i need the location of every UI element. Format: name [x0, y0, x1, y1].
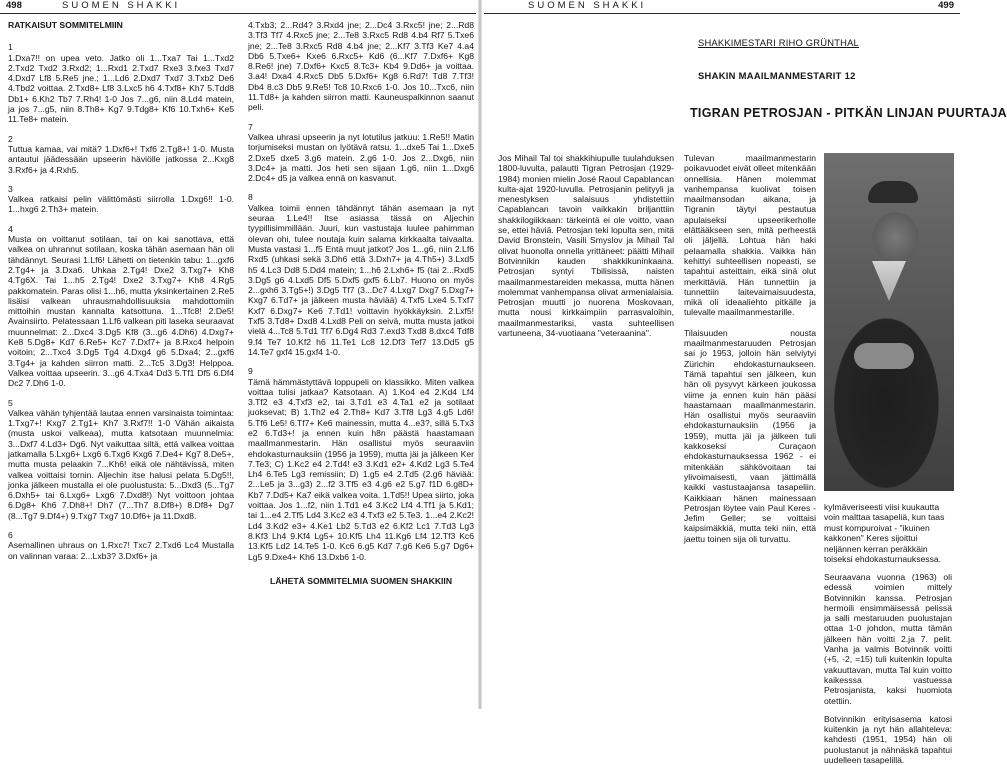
call-to-action: LÄHETÄ SOMMITELMIA SUOMEN SHAKKIIN [269, 575, 453, 586]
article-paragraphs [824, 572, 952, 765]
magazine-name: SUOMEN SHAKKI [62, 0, 181, 11]
page-gutter [478, 0, 482, 709]
solution-number: 9 [248, 366, 253, 377]
solution-text: Valkea vähän tyhjentää lautaa ennen varsinaista toimintaa: 1.Txg7+! Kxg7 2.Tg1+ Kh7 3.Rxf7!! 1-0 Vähän aikaista (musta uskoi valkeaa), mutta katsotaan muunnelmia: 3...Dxf7 4.Ld3+ Dg6. Nyt vaikuttaa siltä, että valkea voittaa jatkamalla 5.Lxg6+ Lxg6 6.Txg6 Kxg6 7.De4+ Kg7 8.De5+, mutta musta pelaakin 7...Kh6! eikä ole nähtävissä, miten valkea voittaisi tornin. Aljechin itse halusi pelata 5.Dg5!!, jonka jälkeen mustalla ei ole puolustusta: 5...Dxd3 (5...Tg7 6.Dxh5+ tai 6.Lxg6+ Lxg6 7.Dxd8!) Nyt voittoon johtaa 6.Dg8+ Kh6 7.Dh8+! Dh7 (7...Th7 8.Df8+) 8.Df8+ Dg7 (8...Tg7 9.Df4+) 9.Txg7 Txg7 10.Df6+ ja 11.Dxd8. [8, 407, 234, 521]
article-paragraphs [498, 153, 674, 338]
article-paragraph: Tilaisuuden nousta maailmanmestaruuden Petrosjan sai jo 1953, jolloin hän selviytyi Zürichin ehdokasturnaukseen. Tämä tapahtui sen jälkeen, kun hän oli pysyvyt kärkeen joukossa viime ja ennen kuin hän pääsi haastamaan maallmanmestarin. Hän osallistui myös seuraaviin ehdokasturnauksiin (1956 ja 1959), mutta jäi ja jälkeen tuli kakkoseksi Curaçaon ehdokasturnauksessa 1962 - ei mitenkään sähkövoitaan tai ylivoimaisesti, vaan jättimällä kaikki vastustaajansa tasapeliin. Kaikkiaan hänen mainessaan Petrosjan löytee vain Paul Keres - Jefim Geller; se voittaisi kaipsimäkkiä, mutta teki niin, että jaettu toinen sija oli turvattu. [684, 327, 816, 544]
portrait-photo [824, 153, 954, 491]
solution-text: Musta on voittanut sotilaan, tai on kai sanottava, että valkea on uhrannut sotilaan, koska tähän asemaan hän oli tähdännyt. Seurasi 1.Lf6! Lähetti on tietenkin tabu: 1...gxf6 2.Tg4+ ja 3.Dxa6. Uhkaa 2.Tg4! Dxe2 3.Txg7+ Kh8 4.Tg6X. Tai 1...h5 2.Tg4! Dxe2 3.Txg7+ Kh8 4.Rg5 pakkomatein. Paras olisi 1...h6, mutta yksinkertainen 2.Re5 lisäisi valkean uhrausmahdollisuuksia mahdottomiin mittoihin mustan kannalta katsottuna. 1...Tfc8! 2.De5! Avainsiirto. Pelatessaan 1.Lf6 valkean piti laseka seuraavat muunnelmat: 2...Dxc4 3.Dg5 Kf8 (3...g6 4.Dh6) 4.Dxg7+ Ke8 5.Dg8+ Kd7 6.Re5+ Kc7 7.Dxf7+ ja 8.Rxc4 helpoin voitoin; 2...Txc4 3.Dg5 Tg4 4.Dxg4 g6 5.Dxa4; 2...gxf6 3.Tg4+ ja kahden siirron matti. 2...Tc5 3.Dg3! Helppoa. Valkea voittaa upseerin. 3...g6 4.Txa4 Dd3 5.Tf1 Df5 6.Df4 Dc2 7.Dh6 1-0. [8, 234, 234, 389]
solution-number: 5 [8, 397, 13, 408]
solution-list [8, 42, 234, 561]
solution-text: Valkea uhrasi upseerin ja nyt lotutilus jatkuu: 1.Re5!! Matin torjumiseksi mustan on lyötävä ratsu. 1...dxe5 Tai 1...Dxe5 2.Dxe5 dxe5 3.g6 matein. 2.g6 1-0. Jos 2...Dxg6, niin 3.Dc4+ ja matti. Jos heti sen sijaan 1.g6, niin 1...Dxg6 2.Dc4+ d5 ja valkea ennä on kasvanut. [248, 131, 474, 184]
right-page [484, 0, 1007, 765]
article-paragraph: Seuraavana vuonna (1963) oli edessä voimien mittely Botvinnikin kanssa. Petrosjan hermoili ensimmäisessä pelissä ja salli mestaruuden puolustajan ottaa 1-0 johdon, mutta tämän jälkeen hän voitti 2.ja 7. pelit. Vanha ja valmis Botvinnik voitti (+5, -2, =15) tuli kuitenkin lopulta vakuuttavan, mutta Tal kuin voitto kaikesssa vastuessa Petrosjanista, kaksi huomiota otettiin. [824, 572, 952, 706]
solution-text: 4.Txb3; 2...Rd4? 3.Rxd4 jne; 2...Dc4 3.Rxc5! jne; 2...Rd8 3.Tf3 Tf7 4.Rxc5 jne; 2...Te8 3.Rxc5 Rd8 4.b4 Rf7 5.Txe6 jne; 2...Te8 3.Rxc5 Rd8 4.b4 jne; 2...Kf7 3.Tf3 Ke7 4.a4 Db6 5.Txe6+ Kxe6 6.Rxc5+ Kd6 (6...Kf7 7.Dxf6+ Kg8 8.Re6! jne) 7.Dxf6+ Kxc5 8.Tc3+ Kb4 9.Dd6+ ja voittaa. 3.a4! Dxa4 4.Rxc5 Db5 5.Dxf6+ Kg8 6.Rd7! Td8 7.Tf3! Db4 8.c3 Db5 9.Re5! Tc8 10.Rxc6 1-0. Jos 10...Txc6, niin 11.Td8+ ja kahden siirron matti. Kauneuspalkinnon saanut peli. [248, 20, 474, 113]
page-number: 499 [938, 0, 954, 11]
article-paragraph: Botvinnikin erityisasema katosi kuitenkin ja nyt hän allahteleva: kahdesti (1951, 1954) hän oli puolustanut ja nähnäskä tapahtui uudelleen tasapelillä. [824, 713, 952, 765]
right-page-header [484, 0, 960, 14]
solution-text: 1.Dxa7!! on upea veto. Jatko oli 1...Txa7 Tai 1...Txd2 2.Txd2 Txd2 3.Rxd2; 1...Rxd1 2.Txd7 Rxe3 3.fxe3 Txd7 4.Dxd7 Lf8 5.Re5 jne.; 1...Ld6 2.Dxd7 Txd7 3.Txb2 De6 4.Tbd2 voittaa. 2.Txd8+ Lf8 3.Lxc5 h6 4.Txf8+ Kh7 5.Tdd8 Db1+ 6.Kh2 Tb7 7.Rh4! 1-0 Jos 7...g6, niin 8.Ld4 matein, ja jos 7...g5, niin 8.Th8+ Kg7 9.Tdg8+ Kf6 10.Txh6+ Ke5 11.Te8+ matein. [8, 52, 234, 125]
photo-hair [868, 181, 918, 203]
solution-number: 2 [8, 133, 13, 144]
article-title-block [690, 70, 1007, 120]
photo-caption: kylmäveriseesti viisi kuukautta voin malttaa tasapeliä, kun taas must kompuroivat - "ikuinen kakkonen" Keres sijoittui neljännen kerran peräkkäin toiseksi ehdokasturnauksessa. [824, 502, 945, 565]
magazine-name: SUOMEN SHAKKI [528, 0, 647, 11]
series-title: SHAKIN MAAILMANMESTARIT 12 [698, 70, 856, 81]
solution-number: 8 [248, 192, 253, 203]
article-paragraph: Jos Mihail Tal toi shakkihiupulle tuulahduksen 1800-luvulta, palautti Tigran Petrosjan (1929-1984) monien mielin José Raoul Capablancan kulta-ajat 1920-luvulla. Petrosjanin pelityyli ja menestyksen salaisuus yhdistettiin Capablancan tavoin vaikkakin briljanttiin shakkilogiikkaan: tärkeintä ei ole voitto, vaan se, ettei häviä. Petrosjan teki lopulta sen, mitä David Bronstein, Vasili Smyslov ja Mihail Tal olivat huonolla onnella yrittäneet: päätti Mihail Botvinnikin kauden shakkikuninkaana. Petrosjan syntyi Tbilisissä, naisten maailmanmestareiden mekassa, mutta hänen molemmat vanhempansa olivat armenialaisia. Petrosjan muutti jo nuorena Moskovaan, mutta nousi kirkkaimpiin parrasvaloihin, maailmanmestariksi, vasta suhteellisen vartuneena, 34-vuotiaana "veteraanina". [498, 153, 674, 339]
left-page-header [0, 0, 476, 14]
section-heading: RATKAISUT SOMMITELMIIN [8, 20, 123, 30]
solution-number: 4 [8, 223, 13, 234]
article-column-1 [498, 153, 674, 348]
solution-text: Asemallinen uhraus on 1.Rxc7! Txc7 2.Txd6 Lc4 Mustalla on valinnan varaa: 2...Lxb3? 3.Dxf6+ ja [8, 540, 234, 561]
article-column-2 [684, 153, 816, 544]
solution-number: 1 [8, 42, 13, 53]
solution-number: 6 [8, 530, 13, 541]
solutions-column-2 [248, 20, 474, 706]
photo-collar [872, 261, 906, 301]
solutions-column-1 [8, 20, 234, 706]
article-title: TIGRAN PETROSJAN - PITKÄN LINJAN PUURTAJA [690, 106, 1007, 120]
solution-list [248, 20, 474, 586]
solution-text: Valkea toimii ennen tähdännyt tähän asemaan ja nyt seuraa 1.Le4!! Itse asiassa tässä on Aljechin tyypillisimmillään. Juuri, kun vastustaja luulee pahimman olevan ohi, tulee noutaja kuin salama kirkkaalta taivaalta. Musta vastasi 1...f5 Entä muut jatkot? Jos 1...g6, niin 2.Lf6 Rxd5 (uhkasi sekä 3.Dh6 että 3.Dxh7+ ja 4.Th5+) 3.Lxd5 h5 4.Lc3 Dd8 5.Dd4 matein; 1...h6 2.Lxh6+ f5 (tai 2...Rxd5 3.Dg5 g6 4.Lxd5 Df5 5.Dxf5 gxf5 6.Lb7. Huono on myös 2...gxh6 3.Tg5+!) 3.Dg5 Tf7 (3...Dc7 4.Lxg7 Dxg7 5.Dxg7+ Kxg7 6.Td7+ ja jälkeen musta häviää) 4.Txf5 Lxe4 5.Txf7 Kxf7 6.Dxg7+ Ke6 7.Td1! voittavin hyökkäyksin. 2.Lxf5! Txf5 3.Td8+ Dxd8 4.Lxd8 Peli on seivä, mutta musta jatkoi vielä 4...Tc8 5.Td1 Tf7 6.Dg4 Rd3 7.exd3 Txd8 8.dxc4 Tdf8 9.f4 Te7 10.Kf2 h6 11.Te1 Lc8 12.Df3 Tef7 13.Dd5 g5 14.Te7 gxf4 15.gxf4 1-0. [248, 202, 474, 357]
article-paragraphs [684, 153, 816, 544]
article-kicker: SHAKKIMESTARI RIHO GRÜNTHAL [698, 37, 859, 48]
article-paragraph: Tulevan maailmanmestarin poikavuodet eivät olleet mitenkään onnellisia. Hänen molemmat vanhempansa kuolivat toisen maailmansodan aikana, ja Tigranin täytyi pestautua apulaiseksi upseerikerholle elättääkseen sen, mitä perheestä oli jäljellä. Lohtua hän haki pelaamalla shakkia. Vaikka hän kehittyi suhteellisen nopeasti, se tapahtui asteittain, eikä sinä olut merkittäviä. Hän tunnettiin ja tunnettiin laitevaimaisuudesta, mikä oli ideaaliehto pitkälle ja tulevalle maailmanmestarille. [684, 153, 816, 318]
solution-text: Valkea ratkaisi pelin välittömästi siirrolla 1.Dxg6!! 1-0. 1...hxg6 2.Th3+ matein. [8, 194, 234, 215]
page-number: 498 [6, 0, 22, 11]
solution-number: 7 [248, 121, 253, 132]
left-page [0, 0, 476, 709]
article-column-3 [824, 572, 952, 765]
solution-text: Tuttua kamaa, vai mitä? 1.Dxf6+! Txf6 2.Tg8+! 1-0. Musta antautui jäädessään upseerin häviölle jatkossa 2...Kxg8 3.Rxf6+ ja 4.Rxh5. [8, 143, 234, 175]
solution-number: 3 [8, 183, 13, 194]
solution-text: Tämä hämmästyttävä loppupeli on klassikko. Miten valkea voittaa tulisi jatkaa? Katsotaan. A) 1.Ko4 e4 2.Kd4 Lf4 3.Tf2 e3 4.Txf3 e2, tai 3.Td1 e3 4.Ta1 e2 ja sotilaat juoksevat; B) 1.Th2 e4 2.Th8+ Kd7 3.Tf8 Lg3 4.g5 Ld6! 5.Tf6 Le5! 6.Tf7+ Ke6 mainessin, mutta 4...e3?, sillä 5.Tx3 e2 6.Td3+! ja ennen kuin h8n päästä haastamaan maallmanmestarin. Hän osallistui myös seuraaviin ehdokasturnauksiin (1956 ja 1959), mutta jäi ja jälkeen Ker 7.Te3; C) 1.Kc2 e4 2.Td4! e3 3.Kd1 e2+ 4.Kd2 Lg3 5.Te4 Lh4 6.Te5 Lg3 remissiin; D) 1.g5 e4 2.Td5 (2.g6 häviää: 2...Le5 ja 3...g3) 2...f2 3.Tf5 e3 4.g6 e2 5.g7 f1D 6.g8D+ Kb7 7.Dd5+ Ka7 eikä valkea voita. 1.Td5!! Upea siirto, joka voittaa. Jos 1...f2, niin 1.Td1 e4 3.Kc2 Lf4 4.Tf1 ja 5.Kd1; tai 1...e4 2.Tf5 Ld4 3.Kc2 e3 4.Txf3 e2 5.Te3. 1...e4 2.Kc2! Ld4 3.Kd2 e3+ 4.Ke1 Lb2 5.Td3 e2 6.Kf2 Lc1 7.Td3 Lg3 8.Kf3 Lh4 9.Kf4 Lg5+ 10.Kf5 Lh4 11.Kg6 Lf4 12.Tf3 Kc6 13.Kf5 Ld2 14.Te5 1-0. Kc6 6.g5 Kd7 7.g6 Ke6 5.g7 Dg6+ Lg5 9.Dxe4+ Kh6 13.Dxb6 1-0. [248, 376, 474, 562]
photo-hand [854, 343, 914, 369]
